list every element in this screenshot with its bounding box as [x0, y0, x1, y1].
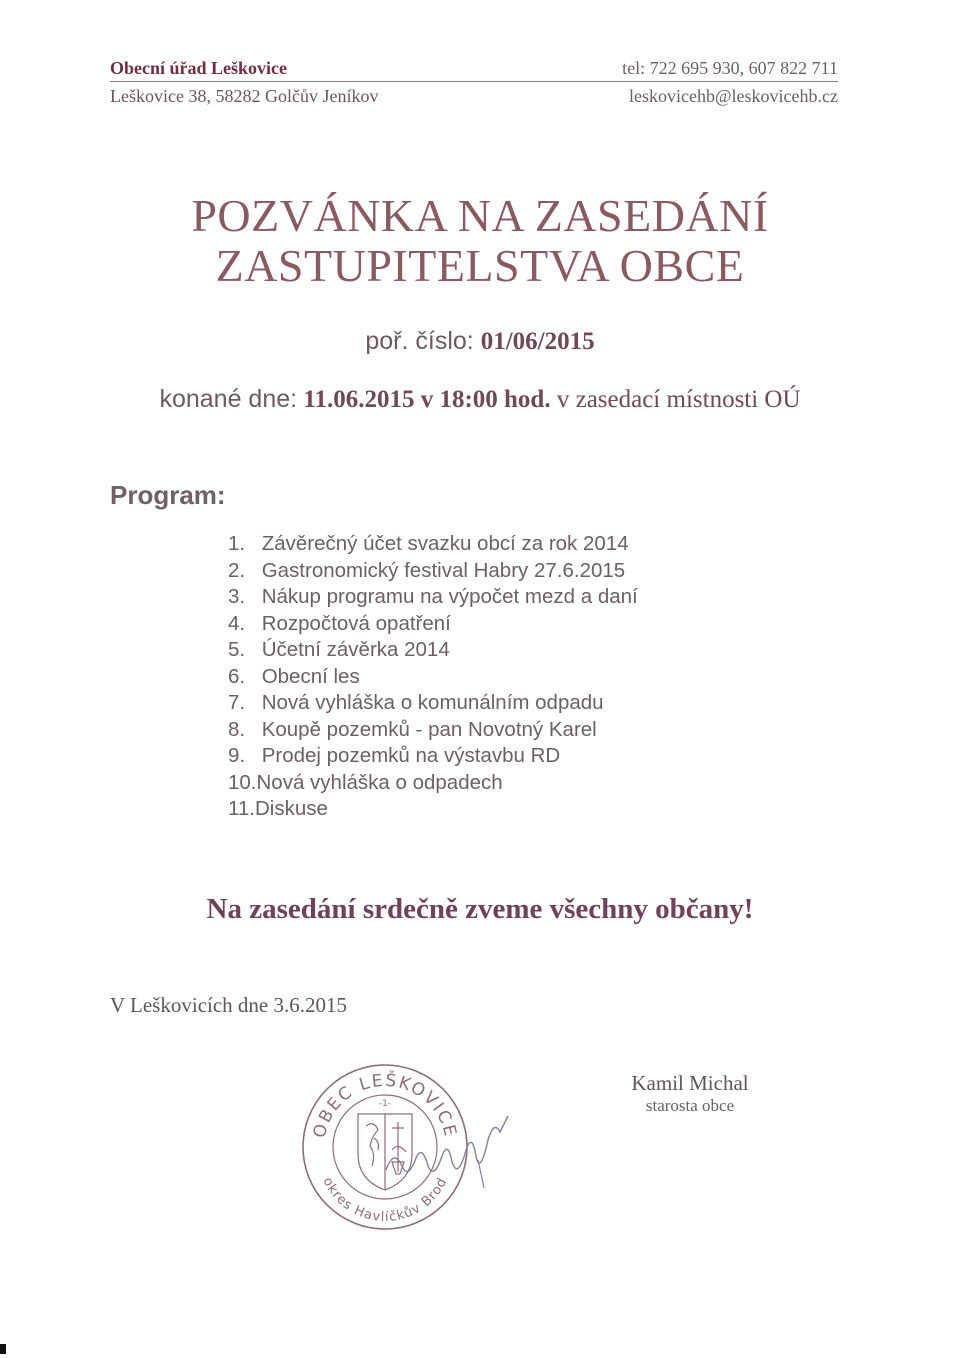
- agenda-item: [228, 743, 638, 770]
- agenda-item-number: 10.: [228, 770, 257, 794]
- agenda-list: [228, 531, 638, 823]
- office-phone: tel: 722 695 930, 607 822 711: [622, 58, 838, 78]
- agenda-item: [228, 717, 638, 744]
- document-number-label: poř. číslo:: [365, 327, 474, 355]
- agenda-item-text: Nová vyhláška o odpadech: [256, 770, 503, 794]
- agenda-item: [228, 637, 638, 664]
- document-number-value: 01/06/2015: [480, 328, 595, 355]
- program-heading: Program:: [110, 480, 226, 510]
- agenda-item-number: 2.: [228, 558, 246, 582]
- signatory-role: starosta obce: [645, 1096, 735, 1115]
- meeting-datetime: 11.06.2015 v 18:00 hod.: [303, 386, 551, 413]
- agenda-item-text: Nová vyhláška o komunálním odpadu: [261, 691, 604, 714]
- office-email: leskovicehb@leskovicehb.cz: [628, 86, 838, 106]
- agenda-item-number: 8.: [228, 717, 246, 741]
- document-title-line-2: ZASTUPITELSTVA OBCE: [215, 240, 745, 291]
- agenda-item-text: Závěrečný účet svazku obcí za rok 2014: [261, 532, 629, 555]
- letterhead-left: [110, 54, 378, 110]
- agenda-item: [228, 664, 638, 691]
- signatory: [590, 1071, 790, 1116]
- letterhead-right: [622, 54, 838, 110]
- letterhead-divider: [110, 81, 838, 82]
- agenda-item-number: 5.: [228, 638, 246, 661]
- agenda-item: [228, 584, 638, 611]
- office-name: Obecní úřad Leškovice: [110, 58, 288, 78]
- place-and-date: V Leškovicích dne 3.6.2015: [110, 993, 347, 1017]
- agenda-item-number: 1.: [228, 532, 246, 555]
- agenda-item-text: Obecní les: [261, 664, 360, 688]
- seal-number: -1-: [378, 1099, 392, 1109]
- invitation-text: Na zasedání srdečně zveme všechny občany!: [206, 893, 754, 925]
- agenda-item-number: 7.: [228, 691, 246, 714]
- agenda-item-number: 11.: [228, 797, 255, 820]
- agenda-item: [228, 611, 638, 638]
- agenda-item-number: 4.: [228, 611, 246, 635]
- agenda-item-text: Prodej pozemků na výstavbu RD: [261, 744, 561, 767]
- agenda-item-text: Diskuse: [254, 797, 328, 820]
- seal-bottom-text: okres Havlíčkův Brod: [319, 1175, 451, 1226]
- agenda-item-text: Koupě pozemků - pan Novotný Karel: [261, 717, 597, 741]
- agenda-item-number: 3.: [228, 585, 246, 608]
- agenda-item-text: Gastronomický festival Habry 27.6.2015: [261, 558, 626, 582]
- agenda-item: [228, 770, 638, 797]
- scan-artifact: [0, 1344, 6, 1354]
- seal-top-text: OBEC LEŠKOVICE: [309, 1070, 461, 1140]
- meeting-label: konané dne:: [159, 385, 298, 413]
- agenda-item-number: 9.: [228, 744, 246, 767]
- agenda-item-text: Rozpočtová opatření: [261, 611, 451, 635]
- agenda-item: [228, 690, 638, 717]
- agenda-item: [228, 531, 638, 558]
- meeting-info: [0, 385, 960, 414]
- agenda-item: [228, 558, 638, 585]
- agenda-item: [228, 796, 638, 823]
- document-title-line-1: POZVÁNKA NA ZASEDÁNÍ: [191, 190, 769, 241]
- agenda-item-text: Účetní závěrka 2014: [261, 638, 450, 661]
- office-address: Leškovice 38, 58282 Golčův Jeníkov: [110, 86, 379, 106]
- document-number: [0, 327, 960, 356]
- signatory-name: Kamil Michal: [631, 1071, 749, 1095]
- meeting-place: v zasedací místnosti OÚ: [556, 386, 801, 413]
- agenda-item-number: 6.: [228, 664, 246, 688]
- handwritten-signature: [380, 1110, 520, 1200]
- agenda-item-text: Nákup programu na výpočet mezd a daní: [261, 585, 638, 608]
